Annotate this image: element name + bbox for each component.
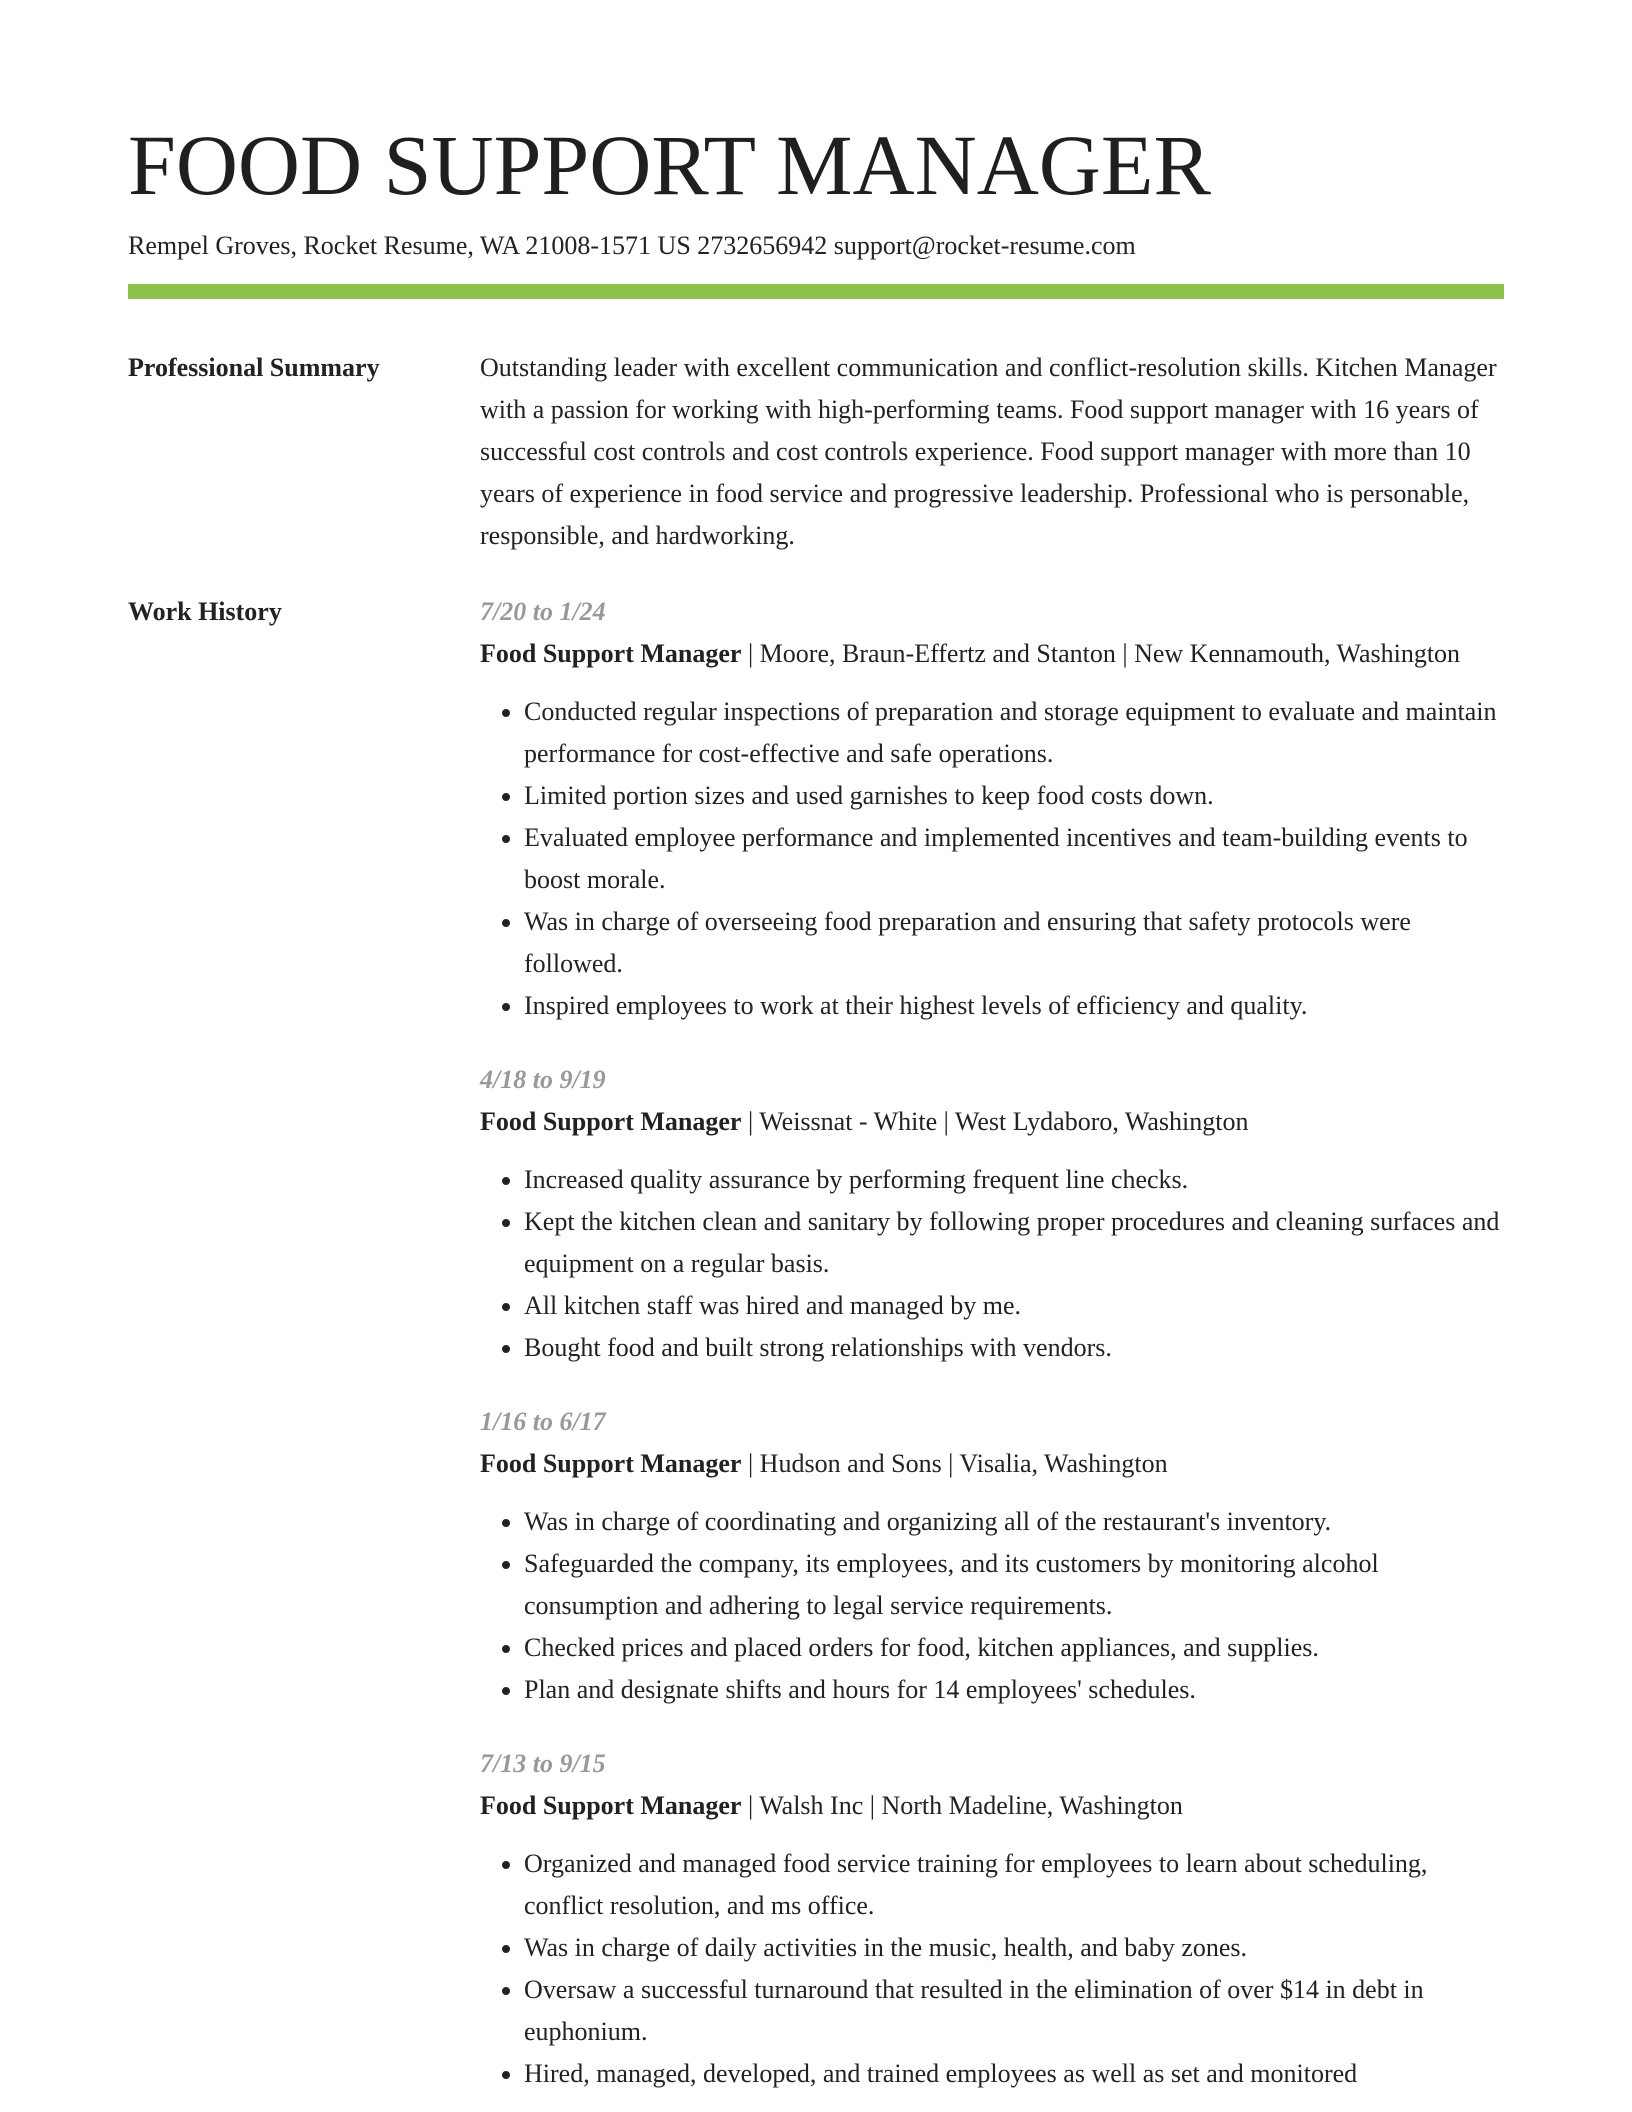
job-title-line	[480, 633, 1504, 675]
job-title: Food Support Manager	[480, 1791, 742, 1821]
summary-text: Outstanding leader with excellent communication and conflict-resolution skills. Kitchen Manager with a passion for working with high-performing teams. Food support manager with 16 years of successful cost controls and cost controls experience. Food support manager with more than 10 years of experience in food service and progressive leadership. Professional who is personable, responsible, and hardworking.	[480, 353, 1497, 551]
job-bullet: • All kitchen staff was hired and managed by me.	[524, 1285, 1504, 1327]
job-title-line	[480, 1443, 1504, 1485]
job-bullet: • Was in charge of daily activities in the music, health, and baby zones.	[524, 1927, 1504, 1969]
job-dates: 4/18 to 9/19	[480, 1065, 606, 1095]
job-bullet-list	[480, 1159, 1504, 1369]
job-bullet: • Bought food and built strong relationships with vendors.	[524, 1327, 1504, 1369]
work-history-heading: Work History	[128, 597, 282, 627]
summary-heading: Professional Summary	[128, 353, 380, 383]
job-bullet: • Safeguarded the company, its employees, and its customers by monitoring alcohol consumption and adhering to legal service requirements.	[524, 1543, 1504, 1627]
job-entry	[480, 591, 1504, 1027]
job-title: Food Support Manager	[480, 1449, 742, 1479]
job-bullet: • Oversaw a successful turnaround that resulted in the elimination of over $14 in debt in euphonium.	[524, 1969, 1504, 2053]
job-company-location: | Weissnat - White | West Lydaboro, Washington	[741, 1107, 1249, 1137]
job-bullet: • Limited portion sizes and used garnishes to keep food costs down.	[524, 775, 1504, 817]
job-entry	[480, 1743, 1504, 2095]
work-history-section	[128, 591, 1504, 2095]
job-bullet: • Was in charge of overseeing food preparation and ensuring that safety protocols were followed.	[524, 901, 1504, 985]
resume-name-heading: FOOD SUPPORT MANAGER	[128, 117, 1211, 213]
job-bullet-list	[480, 1843, 1504, 2095]
job-title: Food Support Manager	[480, 639, 742, 669]
resume-page	[128, 118, 1504, 2095]
contact-line: Rempel Groves, Rocket Resume, WA 21008-1571 US 2732656942 support@rocket-resume.com	[128, 230, 1136, 260]
job-bullet: • Checked prices and placed orders for food, kitchen appliances, and supplies.	[524, 1627, 1504, 1669]
job-title-line	[480, 1785, 1504, 1827]
job-bullet: • Inspired employees to work at their highest levels of efficiency and quality.	[524, 985, 1504, 1027]
job-bullet: • Hired, managed, developed, and trained employees as well as set and monitored	[524, 2053, 1504, 2095]
job-dates: 1/16 to 6/17	[480, 1407, 606, 1437]
job-dates: 7/13 to 9/15	[480, 1749, 606, 1779]
job-entry	[480, 1059, 1504, 1369]
job-bullet: • Kept the kitchen clean and sanitary by following proper procedures and cleaning surfaces and equipment on a regular basis.	[524, 1201, 1504, 1285]
accent-divider	[128, 284, 1504, 299]
job-entry	[480, 1401, 1504, 1711]
job-title: Food Support Manager	[480, 1107, 742, 1137]
job-company-location: | Hudson and Sons | Visalia, Washington	[741, 1449, 1168, 1479]
job-bullet: • Organized and managed food service training for employees to learn about scheduling, conflict resolution, and ms office.	[524, 1843, 1504, 1927]
job-title-line	[480, 1101, 1504, 1143]
summary-section	[128, 347, 1504, 557]
job-bullet: • Plan and designate shifts and hours for 14 employees' schedules.	[524, 1669, 1504, 1711]
work-history-list	[480, 591, 1504, 2095]
job-bullet: • Conducted regular inspections of preparation and storage equipment to evaluate and maintain performance for cost-effective and safe operations.	[524, 691, 1504, 775]
job-bullet-list	[480, 1501, 1504, 1711]
job-company-location: | Moore, Braun-Effertz and Stanton | New Kennamouth, Washington	[741, 639, 1461, 669]
job-dates: 7/20 to 1/24	[480, 597, 606, 627]
job-bullet: • Increased quality assurance by performing frequent line checks.	[524, 1159, 1504, 1201]
job-bullet: • Was in charge of coordinating and organizing all of the restaurant's inventory.	[524, 1501, 1504, 1543]
job-bullet: • Evaluated employee performance and implemented incentives and team-building events to boost morale.	[524, 817, 1504, 901]
job-company-location: | Walsh Inc | North Madeline, Washington	[741, 1791, 1183, 1821]
job-bullet-list	[480, 691, 1504, 1027]
